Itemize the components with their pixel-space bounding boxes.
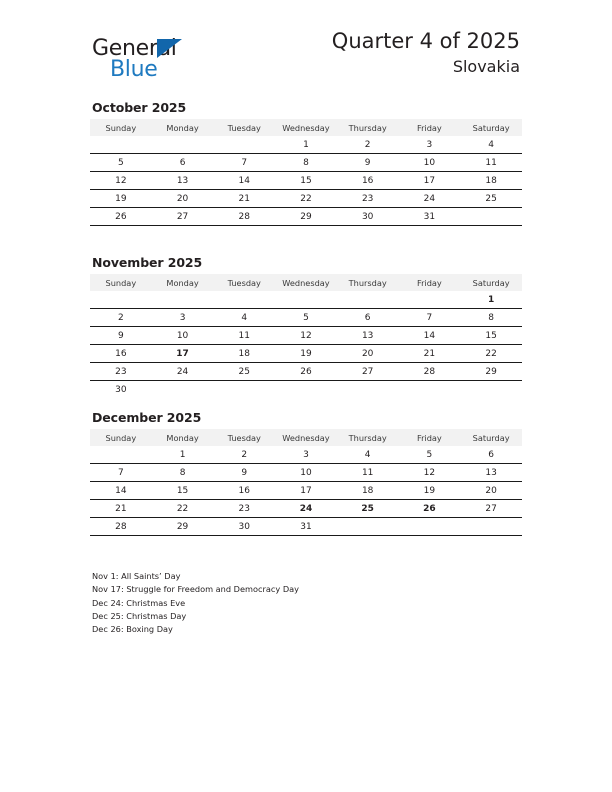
day-cell-empty [399, 381, 461, 399]
day-cell[interactable]: 25 [460, 190, 522, 208]
weekday-header-tuesday: Tuesday [213, 119, 275, 136]
day-cell[interactable]: 27 [460, 500, 522, 518]
day-cell[interactable]: 2 [337, 136, 399, 154]
week-row [90, 345, 522, 363]
day-cell[interactable]: 20 [337, 345, 399, 363]
day-cell[interactable]: 30 [115, 384, 127, 395]
day-cell[interactable]: 23 [90, 363, 152, 381]
holiday-legend [92, 570, 512, 636]
title-block [332, 28, 520, 78]
day-cell[interactable]: 11 [213, 327, 275, 345]
day-cell-empty [399, 291, 461, 309]
week-row [90, 309, 522, 327]
weekday-header-saturday: Saturday [460, 274, 522, 291]
day-cell[interactable]: 11 [460, 154, 522, 172]
week-row [90, 518, 522, 536]
day-cell-empty [213, 291, 275, 309]
weekday-header-row [90, 119, 522, 136]
day-cell[interactable]: 11 [337, 464, 399, 482]
weekday-header-sunday: Sunday [90, 119, 152, 136]
week-row [90, 190, 522, 208]
day-cell-empty [275, 381, 337, 399]
logo-text-general: General [92, 36, 177, 61]
day-cell[interactable]: 14 [213, 172, 275, 190]
month-title: October 2025 [92, 100, 187, 115]
holiday-legend-item: Dec 24: Christmas Eve [92, 597, 186, 608]
weekday-header-thursday: Thursday [337, 119, 399, 136]
week-row [90, 363, 522, 381]
day-cell-empty [90, 136, 152, 154]
day-cell[interactable]: 18 [213, 345, 275, 363]
weekday-header-saturday: Saturday [460, 429, 522, 446]
day-cell[interactable]: 12 [275, 327, 337, 345]
day-cell[interactable]: 27 [152, 208, 214, 226]
day-cell[interactable]: 16 [337, 172, 399, 190]
weekday-header-friday: Friday [399, 119, 461, 136]
day-cell-holiday[interactable]: 1 [460, 291, 522, 309]
day-cell-empty [337, 518, 399, 536]
week-row [90, 136, 522, 154]
day-cell[interactable]: 10 [275, 464, 337, 482]
day-cell[interactable]: 2 [213, 446, 275, 464]
day-cell[interactable]: 20 [460, 482, 522, 500]
holiday-legend-item: Dec 26: Boxing Day [92, 624, 173, 635]
weekday-header-sunday: Sunday [90, 429, 152, 446]
day-cell[interactable]: 17 [275, 482, 337, 500]
day-cell[interactable]: 26 [90, 208, 152, 226]
month-block-november [90, 255, 522, 398]
day-cell[interactable]: 14 [399, 327, 461, 345]
day-cell-empty [90, 291, 152, 309]
day-cell-holiday[interactable]: 25 [337, 500, 399, 518]
day-cell[interactable]: 4 [460, 136, 522, 154]
weekday-header-row [90, 274, 522, 291]
day-cell-empty [90, 446, 152, 464]
weekday-header-saturday: Saturday [460, 119, 522, 136]
day-cell[interactable]: 5 [90, 154, 152, 172]
day-cell[interactable]: 20 [152, 190, 214, 208]
weekday-header-monday: Monday [152, 429, 214, 446]
day-cell[interactable]: 13 [460, 464, 522, 482]
holiday-legend-item: Nov 1: All Saints’ Day [92, 571, 181, 581]
day-cell[interactable]: 22 [275, 190, 337, 208]
calendar-table [90, 274, 522, 398]
day-cell-empty [399, 518, 461, 536]
week-row [90, 208, 522, 226]
weekday-header-wednesday: Wednesday [275, 429, 337, 446]
day-cell-empty [152, 136, 214, 154]
day-cell-empty [213, 381, 275, 399]
day-cell[interactable]: 29 [460, 363, 522, 381]
day-cell[interactable]: 22 [460, 345, 522, 363]
day-cell[interactable]: 4 [337, 446, 399, 464]
day-cell[interactable]: 14 [90, 482, 152, 500]
day-cell[interactable]: 26 [275, 363, 337, 381]
day-cell[interactable]: 1 [152, 446, 214, 464]
weekday-header-tuesday: Tuesday [213, 429, 275, 446]
day-cell[interactable]: 9 [337, 154, 399, 172]
day-cell[interactable]: 29 [275, 208, 337, 226]
day-cell[interactable]: 15 [152, 482, 214, 500]
page-header [0, 28, 612, 90]
day-cell[interactable]: 5 [399, 446, 461, 464]
day-cell-empty [275, 291, 337, 309]
day-cell[interactable]: 21 [399, 345, 461, 363]
day-cell[interactable]: 23 [213, 500, 275, 518]
weekday-header-tuesday: Tuesday [213, 274, 275, 291]
day-cell[interactable]: 3 [275, 446, 337, 464]
day-cell[interactable]: 31 [275, 518, 337, 536]
day-cell[interactable]: 12 [90, 172, 152, 190]
logo-triangle-icon [157, 39, 182, 58]
weekday-header-thursday: Thursday [337, 429, 399, 446]
day-cell[interactable]: 8 [152, 464, 214, 482]
month-title: November 2025 [92, 255, 203, 270]
weekday-header-friday: Friday [399, 274, 461, 291]
week-row [90, 500, 522, 518]
holiday-legend-item: Nov 17: Struggle for Freedom and Democracy Day [92, 584, 299, 595]
day-cell[interactable]: 17 [399, 172, 461, 190]
month-block-october [90, 100, 522, 226]
day-cell[interactable]: 7 [399, 309, 461, 327]
day-cell[interactable]: 22 [152, 500, 214, 518]
day-cell[interactable]: 5 [275, 309, 337, 327]
day-cell[interactable]: 21 [90, 500, 152, 518]
week-row [90, 482, 522, 500]
day-cell[interactable]: 7 [90, 464, 152, 482]
day-cell[interactable]: 28 [213, 208, 275, 226]
day-cell[interactable]: 10 [152, 327, 214, 345]
day-cell-holiday[interactable]: 17 [152, 345, 214, 363]
day-cell[interactable]: 13 [152, 172, 214, 190]
month-block-december [90, 410, 522, 536]
day-cell-empty [152, 381, 214, 399]
day-cell[interactable]: 6 [460, 446, 522, 464]
week-row [90, 291, 522, 309]
weekday-header-thursday: Thursday [337, 274, 399, 291]
weekday-header-monday: Monday [152, 274, 214, 291]
day-cell[interactable]: 10 [399, 154, 461, 172]
day-cell[interactable]: 16 [213, 482, 275, 500]
day-cell[interactable]: 4 [213, 309, 275, 327]
month-title: December 2025 [92, 410, 202, 425]
day-cell[interactable]: 31 [399, 208, 461, 226]
day-cell[interactable]: 30 [213, 518, 275, 536]
day-cell[interactable]: 6 [337, 309, 399, 327]
day-cell-empty [460, 518, 522, 536]
day-cell[interactable]: 8 [460, 309, 522, 327]
day-cell[interactable]: 15 [275, 172, 337, 190]
day-cell[interactable]: 21 [213, 190, 275, 208]
calendar-table [90, 429, 522, 536]
day-cell[interactable]: 19 [90, 190, 152, 208]
day-cell-holiday[interactable]: 26 [399, 500, 461, 518]
day-cell[interactable]: 25 [213, 363, 275, 381]
day-cell[interactable]: 15 [460, 327, 522, 345]
day-cell[interactable]: 19 [399, 482, 461, 500]
generalblue-logo [92, 36, 292, 92]
day-cell[interactable]: 13 [337, 327, 399, 345]
day-cell[interactable]: 6 [152, 154, 214, 172]
weekday-header-row [90, 429, 522, 446]
day-cell[interactable]: 19 [275, 345, 337, 363]
day-cell[interactable]: 16 [90, 345, 152, 363]
day-cell-empty [337, 291, 399, 309]
day-cell[interactable]: 28 [399, 363, 461, 381]
day-cell-empty [337, 381, 399, 399]
weekday-header-monday: Monday [152, 119, 214, 136]
day-cell[interactable]: 9 [213, 464, 275, 482]
weekday-header-wednesday: Wednesday [275, 119, 337, 136]
day-cell[interactable]: 9 [90, 327, 152, 345]
day-cell-empty [460, 208, 522, 226]
week-row [90, 381, 522, 399]
country-subtitle: Slovakia [452, 57, 520, 76]
day-cell[interactable]: 28 [90, 518, 152, 536]
day-cell-empty [213, 136, 275, 154]
weekday-header-wednesday: Wednesday [275, 274, 337, 291]
day-cell[interactable]: 2 [90, 309, 152, 327]
day-cell[interactable]: 18 [460, 172, 522, 190]
day-cell[interactable]: 18 [337, 482, 399, 500]
day-cell[interactable]: 29 [152, 518, 214, 536]
week-row [90, 327, 522, 345]
day-cell[interactable]: 1 [275, 136, 337, 154]
day-cell[interactable]: 3 [152, 309, 214, 327]
day-cell[interactable]: 24 [152, 363, 214, 381]
page-title: Quarter 4 of 2025 [331, 29, 520, 53]
weekday-header-friday: Friday [399, 429, 461, 446]
day-cell[interactable]: 23 [337, 190, 399, 208]
holiday-legend-item: Dec 25: Christmas Day [92, 610, 187, 621]
week-row [90, 464, 522, 482]
day-cell[interactable]: 30 [337, 208, 399, 226]
day-cell[interactable]: 3 [399, 136, 461, 154]
calendar-table [90, 119, 522, 226]
week-row [90, 154, 522, 172]
week-row [90, 172, 522, 190]
week-row [90, 446, 522, 464]
day-cell[interactable]: 8 [275, 154, 337, 172]
logo-text-blue: Blue [110, 57, 158, 82]
weekday-header-sunday: Sunday [90, 274, 152, 291]
day-cell[interactable]: 12 [399, 464, 461, 482]
day-cell-holiday[interactable]: 24 [275, 500, 337, 518]
day-cell-empty [152, 291, 214, 309]
day-cell[interactable]: 24 [399, 190, 461, 208]
day-cell-empty [460, 381, 522, 399]
day-cell[interactable]: 27 [337, 363, 399, 381]
day-cell[interactable]: 7 [213, 154, 275, 172]
